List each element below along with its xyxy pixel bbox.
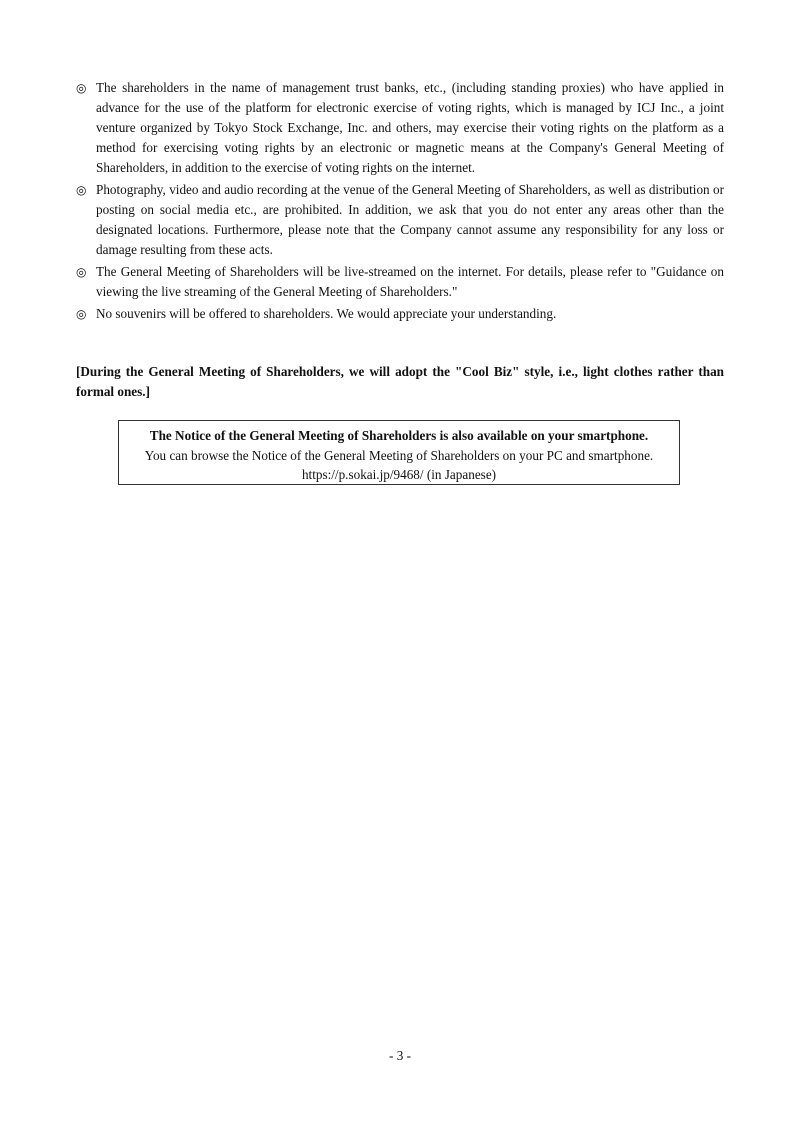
note-text: Photography, video and audio recording at the venue of the General Meeting of Shareholders, as well as distribution or posting on social media etc., are prohibited. In addition, we ask that you do not enter any areas other than the designated locations. Furthermore, please note that the Company cannot assume any responsibility for any loss or damage resulting from these acts. xyxy=(96,182,724,257)
note-text: The shareholders in the name of management trust banks, etc., (including standing proxies) who have applied in advance for the use of the platform for electronic exercise of voting rights, which is managed by ICJ Inc., a joint venture organized by Tokyo Stock Exchange, Inc. and others, may exercise their voting rights on the platform as a method for exercising voting rights by an electronic or magnetic means at the Company's General Meeting of Shareholders, in addition to the exercise of voting rights on the internet. xyxy=(96,80,724,175)
smartphone-notice-box xyxy=(118,420,680,485)
smartphone-notice-title: The Notice of the General Meeting of Shareholders is also available on your smartphone. xyxy=(149,428,649,443)
note-item-photography xyxy=(76,180,724,260)
note-text: The General Meeting of Shareholders will be live-streamed on the internet. For details, please refer to "Guidance on viewing the live streaming of the General Meeting of Shareholders." xyxy=(96,264,724,299)
note-item-live-streaming xyxy=(76,262,724,302)
double-circle-bullet-icon: ◎ xyxy=(76,307,87,321)
double-circle-bullet-icon: ◎ xyxy=(76,81,87,95)
notes-list xyxy=(76,78,724,326)
double-circle-bullet-icon: ◎ xyxy=(76,265,87,279)
smartphone-notice-url[interactable]: https://p.sokai.jp/9468/ (in Japanese) xyxy=(301,467,497,482)
smartphone-notice-line: You can browse the Notice of the General Meeting of Shareholders on your PC and smartphone. xyxy=(144,447,654,463)
dress-code-notice: [During the General Meeting of Shareholders, we will adopt the "Cool Biz" style, i.e., light clothes rather than formal ones.] xyxy=(76,364,724,399)
double-circle-bullet-icon: ◎ xyxy=(76,183,87,197)
note-text: No souvenirs will be offered to shareholders. We would appreciate your understanding. xyxy=(96,306,557,321)
note-item-souvenirs xyxy=(76,304,724,324)
note-item-voting-platform xyxy=(76,78,724,178)
page-number: - 3 - xyxy=(389,1048,411,1063)
